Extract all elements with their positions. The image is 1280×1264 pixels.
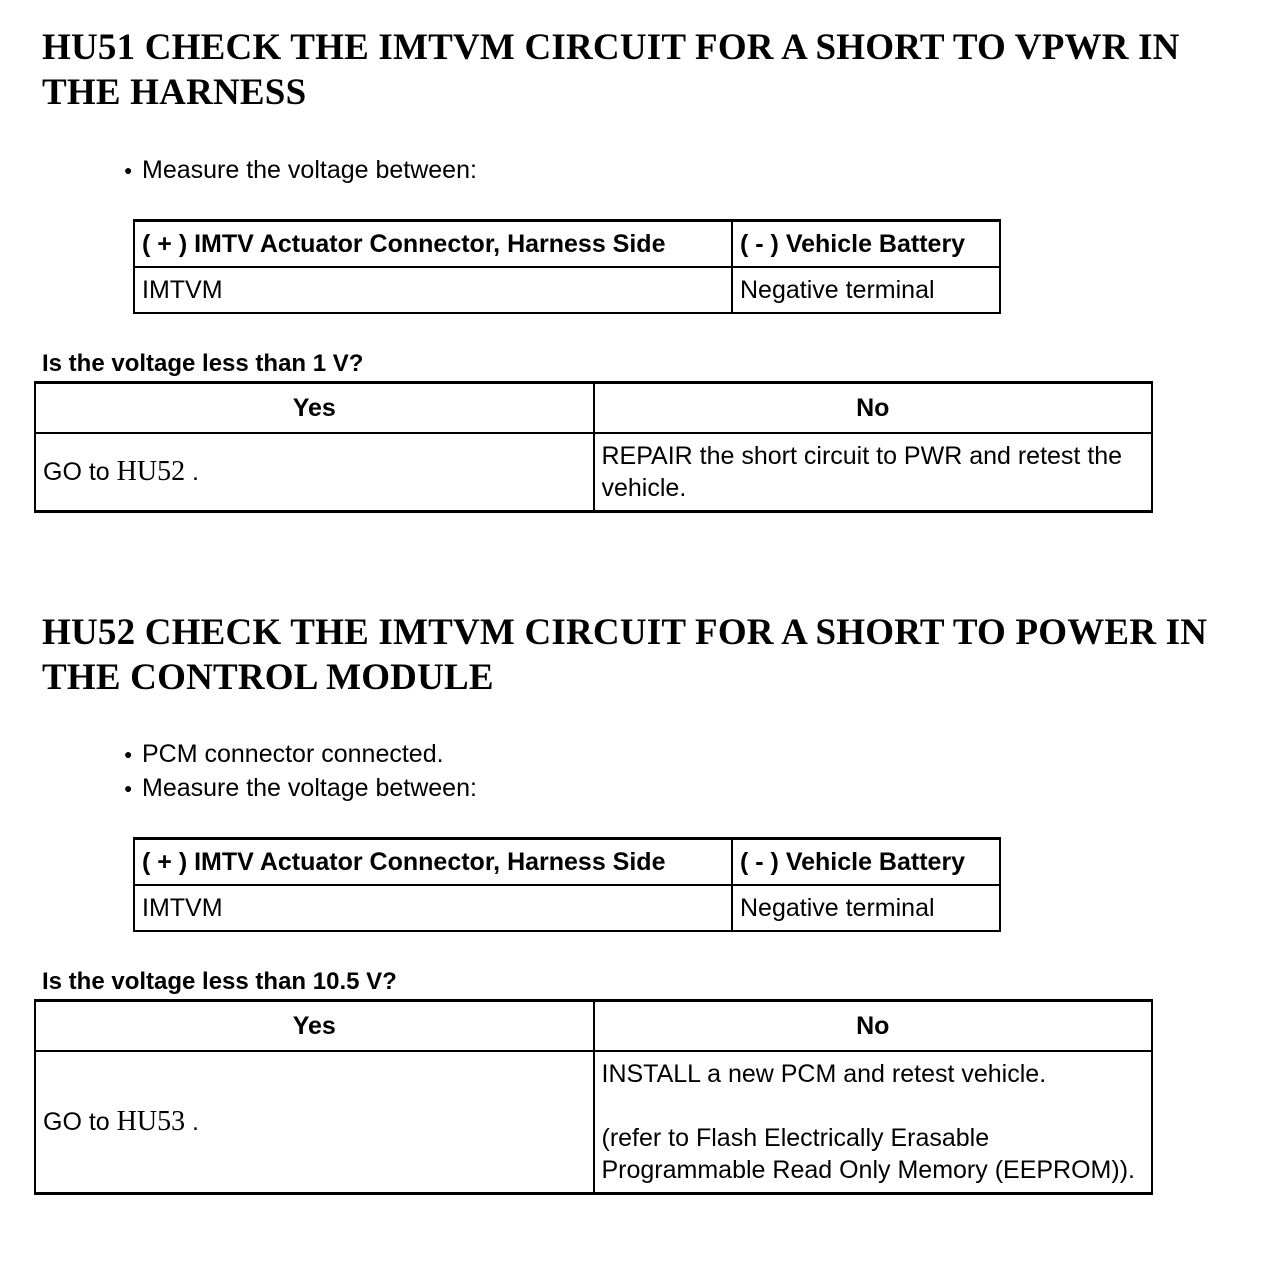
hu52-question: Is the voltage less than 10.5 V? xyxy=(42,968,397,995)
table-row xyxy=(35,433,1152,512)
negative-lead-value: Negative terminal xyxy=(732,885,1000,931)
goto-hu52-link[interactable]: HU52 xyxy=(116,456,186,487)
hu52-bullet-pcm: ● PCM connector connected. xyxy=(124,737,477,771)
negative-lead-header: ( - ) Vehicle Battery xyxy=(732,839,1000,886)
positive-lead-value: IMTVM xyxy=(134,885,732,931)
no-action xyxy=(594,1051,1153,1194)
no-header: No xyxy=(594,1001,1153,1052)
table-header-row xyxy=(134,839,1000,886)
no-header: No xyxy=(594,383,1153,434)
yes-header: Yes xyxy=(35,1001,594,1052)
hu51-question: Is the voltage less than 1 V? xyxy=(42,350,364,377)
hu51-decision-table xyxy=(34,381,1153,513)
table-header-row xyxy=(35,1001,1152,1052)
yes-action: GO to HU53 . xyxy=(35,1051,594,1194)
yes-header: Yes xyxy=(35,383,594,434)
hu52-heading: HU52 CHECK THE IMTVM CIRCUIT FOR A SHORT TO POWER IN THE CONTROL MODULE xyxy=(42,612,1208,698)
bullet-icon: ● xyxy=(124,162,133,178)
table-row xyxy=(134,267,1000,313)
positive-lead-header: ( + ) IMTV Actuator Connector, Harness Side xyxy=(134,839,732,886)
hu52-bullet-measure: ● Measure the voltage between: xyxy=(124,771,477,805)
table-row xyxy=(35,1051,1152,1194)
hu52-measurement-table xyxy=(133,837,1001,932)
bullet-icon: ● xyxy=(124,746,133,762)
positive-lead-header: ( + ) IMTV Actuator Connector, Harness Side xyxy=(134,221,732,268)
hu51-bullet-list xyxy=(124,153,477,187)
hu52-bullet-list xyxy=(124,737,477,805)
hu51-bullet-measure: ● Measure the voltage between: xyxy=(124,153,477,187)
hu51-heading: HU51 CHECK THE IMTVM CIRCUIT FOR A SHORT TO VPWR IN THE HARNESS xyxy=(42,27,1180,113)
no-action-instruction: INSTALL a new PCM and retest vehicle. xyxy=(601,1060,1047,1088)
hu51-measurement-table xyxy=(133,219,1001,314)
goto-hu53-link[interactable]: HU53 xyxy=(116,1106,186,1137)
positive-lead-value: IMTVM xyxy=(134,267,732,313)
negative-lead-value: Negative terminal xyxy=(732,267,1000,313)
no-action: REPAIR the short circuit to PWR and retest the vehicle. xyxy=(594,433,1153,512)
table-header-row xyxy=(134,221,1000,268)
yes-action: GO to HU52 . xyxy=(35,433,594,512)
hu52-decision-table xyxy=(34,999,1153,1195)
negative-lead-header: ( - ) Vehicle Battery xyxy=(732,221,1000,268)
table-row xyxy=(134,885,1000,931)
bullet-icon: ● xyxy=(124,780,133,796)
no-action-reference: (refer to Flash Electrically Erasable Programmable Read Only Memory (EEPROM)). xyxy=(601,1124,1135,1184)
table-header-row xyxy=(35,383,1152,434)
